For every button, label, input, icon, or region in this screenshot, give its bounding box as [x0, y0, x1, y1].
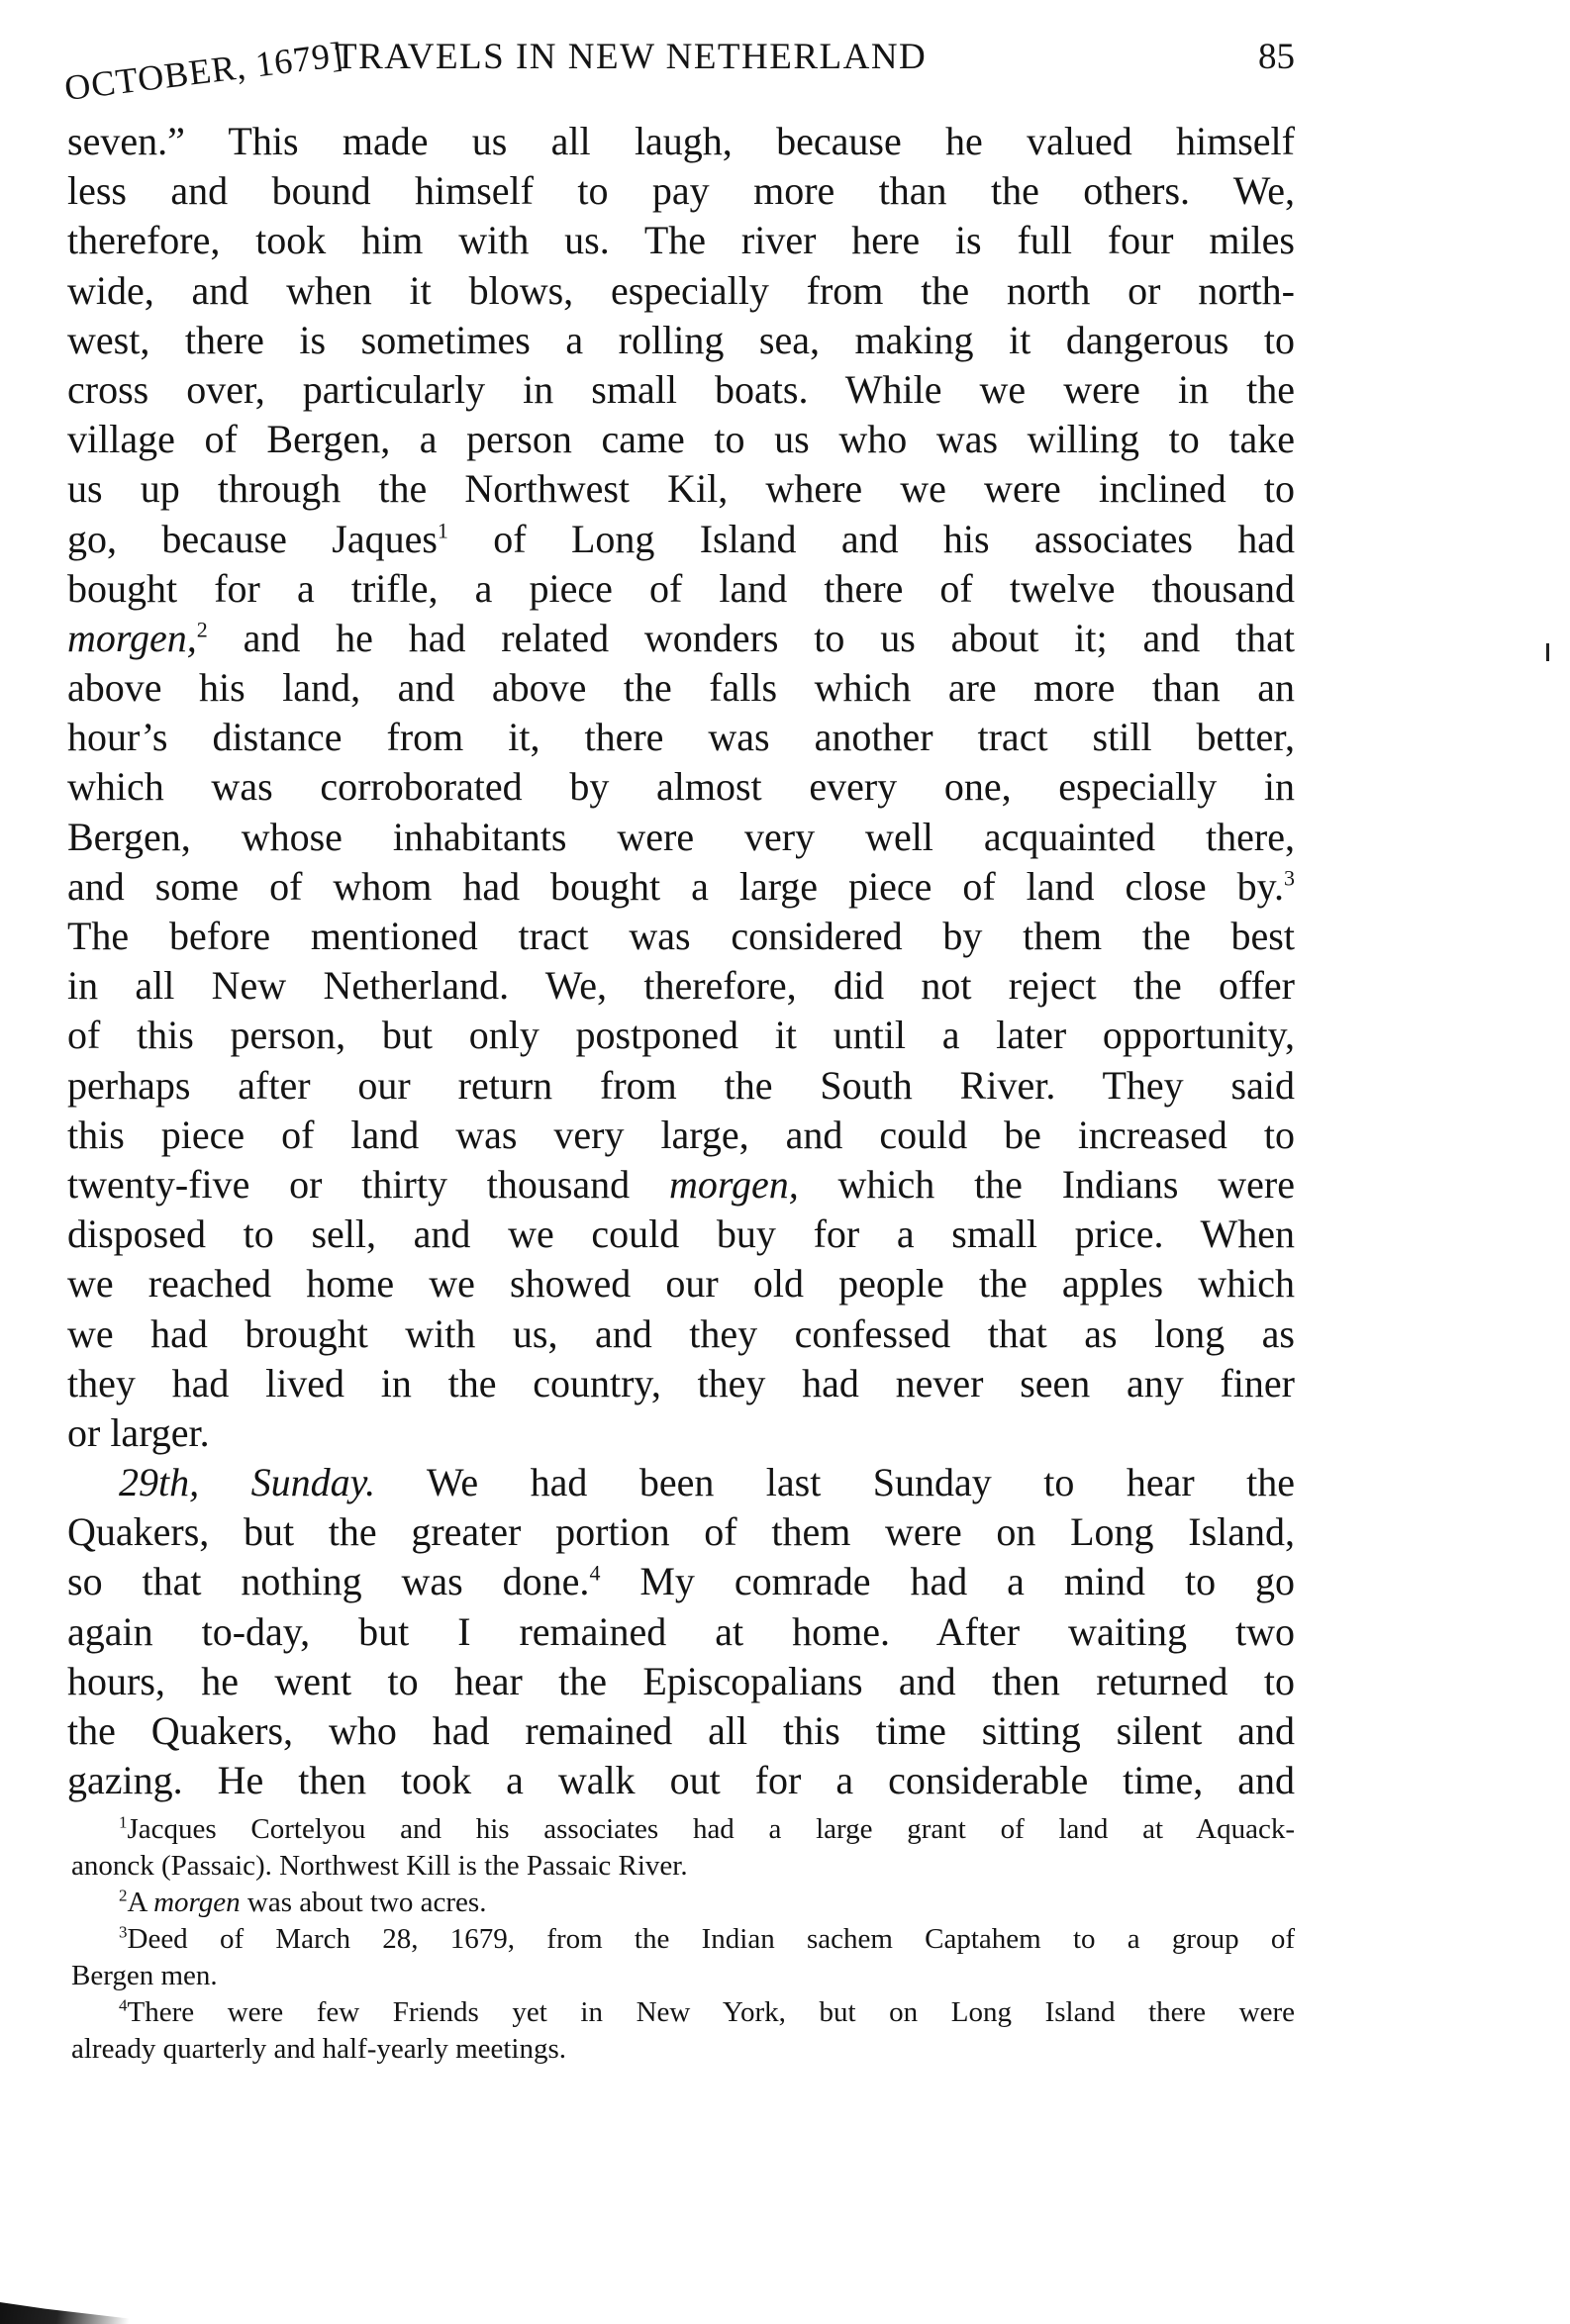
body-text — [67, 117, 1295, 1805]
text-line: seven.” This made us all laugh, because he valued himself — [67, 119, 1295, 163]
text-line — [67, 1458, 1295, 1507]
footnote-line — [71, 1811, 1295, 1848]
text-segment: and some of whom had bought a large piece of land close by. — [67, 863, 1284, 909]
text-segment: We had been last Sunday to hear the — [375, 1460, 1295, 1505]
footnote-line — [71, 1994, 1295, 2031]
footnote-line: Bergen men. — [71, 1960, 218, 1991]
footnote-mark: 1 — [119, 1812, 128, 1832]
text-line: the Quakers, who had remained all this time sitting silent and — [67, 1708, 1295, 1753]
text-segment: so that nothing was done. — [67, 1559, 590, 1604]
text-line — [67, 862, 1295, 912]
text-line: Bergen, whose inhabitants were very well acquainted there, — [67, 814, 1295, 859]
italic-term: morgen, — [67, 615, 197, 660]
text-line: cross over, particularly in small boats. While we were in the — [67, 366, 1295, 412]
footnote-mark: 3 — [119, 1922, 128, 1942]
scan-smudge — [0, 2302, 129, 2324]
footnotes — [71, 1811, 1295, 2068]
text-line: or larger. — [67, 1409, 210, 1455]
footnote-mark: 4 — [119, 1995, 128, 2015]
footnote-line — [71, 1921, 1295, 1958]
footnote-ref[interactable]: 2 — [196, 617, 208, 642]
text-line: above his land, and above the falls which are more than an — [67, 665, 1295, 711]
text-line: hours, he went to hear the Episcopalians and then returned to — [67, 1658, 1295, 1703]
text-line — [67, 1557, 1295, 1606]
page-number: 85 — [1258, 37, 1295, 77]
text-line: west, there is sometimes a rolling sea, making it dangerous to — [67, 317, 1295, 362]
running-header — [62, 34, 1295, 109]
text-line: us up through the Northwest Kil, where we were inclined to — [67, 466, 1295, 512]
text-line: hour’s distance from it, there was another tract still better, — [67, 715, 1295, 760]
text-line: disposed to sell, and we could buy for a small price. When — [67, 1211, 1295, 1257]
footnote-ref[interactable]: 1 — [437, 518, 448, 543]
footnote-2 — [71, 1885, 1295, 1921]
text-line: which was corroborated by almost every one, especially in — [67, 764, 1295, 810]
text-line — [67, 614, 1295, 663]
text-line: we had brought with us, and they confessed that as long as — [67, 1310, 1295, 1356]
text-line: we reached home we showed our old people the apples which — [67, 1261, 1295, 1307]
text-line: wide, and when it blows, especially from the north or north- — [67, 267, 1295, 313]
header-date: OCTOBER, 1679] — [62, 34, 346, 109]
text-line — [67, 515, 1295, 564]
header-title: TRAVELS IN NEW NETHERLAND — [335, 37, 928, 77]
text-segment: My comrade had a mind to go — [600, 1559, 1296, 1604]
text-segment: twenty-five or thirty thousand — [67, 1161, 669, 1207]
footnote-mark: 2 — [119, 1886, 128, 1905]
text-segment: of Long Island and his associates had — [493, 516, 1296, 561]
text-line: Quakers, but the greater portion of them were on Long Island, — [67, 1509, 1295, 1555]
text-segment: and he had related wonders to us about it; and that — [243, 615, 1296, 660]
text-line: bought for a trifle, a piece of land there of twelve thousand — [67, 565, 1295, 611]
text-line: therefore, took him with us. The river here is full four miles — [67, 218, 1295, 263]
text-line: The before mentioned tract was considered by them the best — [67, 914, 1295, 958]
footnote-1 — [71, 1811, 1295, 1885]
text-line: again to-day, but I remained at home. After waiting two — [67, 1608, 1295, 1654]
print-speck — [1546, 643, 1549, 661]
text-segment: which the Indians were — [798, 1161, 1295, 1207]
text-line: they had lived in the country, they had never seen any finer — [67, 1360, 1295, 1405]
date-heading: 29th, Sunday. — [119, 1460, 376, 1505]
footnote-text: Jacques Cortelyou and his associates had a large grant of land at Aquack- — [127, 1813, 1295, 1845]
footnote-text: A — [127, 1887, 154, 1918]
footnote-line: anonck (Passaic). Northwest Kill is the Passaic River. — [71, 1850, 688, 1882]
text-line: less and bound himself to pay more than the others. We, — [67, 168, 1295, 214]
footnote-3 — [71, 1921, 1295, 1994]
footnote-text: There were few Friends yet in New York, but on Long Island there were — [127, 1996, 1295, 2028]
footnote-text: Deed of March 28, 1679, from the Indian sachem Captahem to a group of — [127, 1923, 1295, 1955]
footnote-ref[interactable]: 3 — [1284, 865, 1295, 891]
footnote-4 — [71, 1994, 1295, 2068]
footnote-text: was about two acres. — [240, 1887, 487, 1918]
text-line: this piece of land was very large, and could be increased to — [67, 1112, 1295, 1157]
footnote-line — [71, 1885, 1295, 1921]
text-line: perhaps after our return from the South River. They said — [67, 1062, 1295, 1108]
italic-term: morgen, — [668, 1161, 799, 1207]
text-line: of this person, but only postponed it until a later opportunity, — [67, 1013, 1295, 1058]
footnote-line: already quarterly and half-yearly meetings. — [71, 2033, 567, 2065]
italic-term: morgen — [153, 1887, 241, 1918]
text-line — [67, 1160, 1295, 1210]
text-line: in all New Netherland. We, therefore, did not reject the offer — [67, 963, 1295, 1009]
text-line: gazing. He then took a walk out for a considerable time, and — [67, 1758, 1295, 1803]
text-segment: go, because Jaques — [67, 516, 438, 561]
footnote-ref[interactable]: 4 — [589, 1561, 601, 1587]
text-line: village of Bergen, a person came to us who was willing to take — [67, 417, 1295, 462]
